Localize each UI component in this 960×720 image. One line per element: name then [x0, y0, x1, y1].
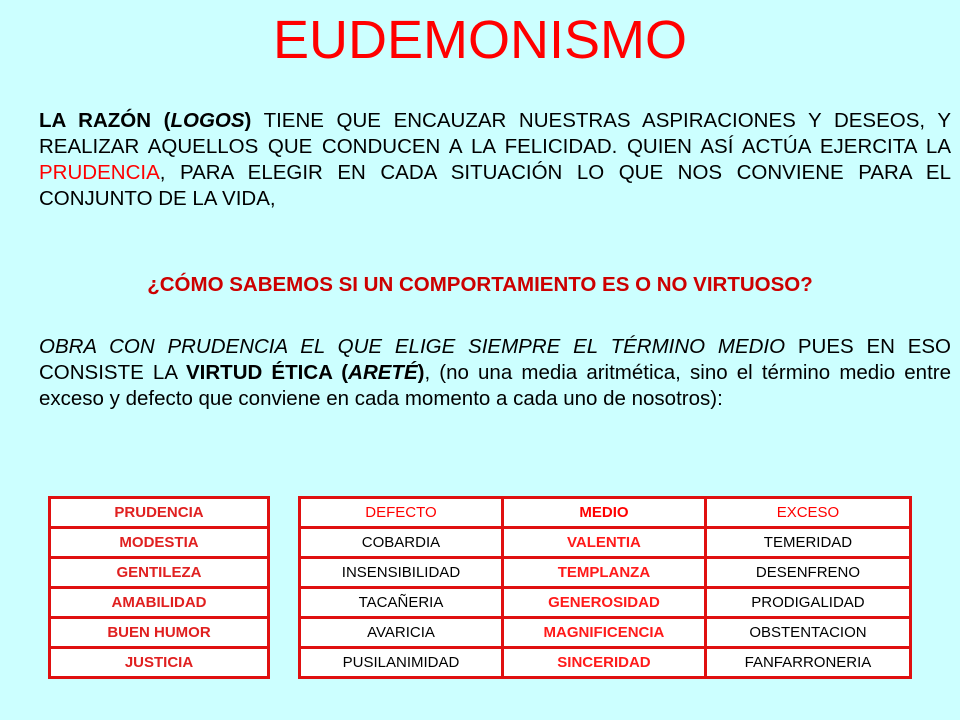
- defect-cell: AVARICIA: [300, 618, 503, 648]
- defect-cell: INSENSIBILIDAD: [300, 558, 503, 588]
- mean-cell: MAGNIFICENCIA: [502, 618, 705, 648]
- excess-cell: DESENFRENO: [705, 558, 910, 588]
- virtue-bold-close: ): [417, 361, 425, 384]
- header-defecto: DEFECTO: [300, 498, 503, 528]
- table-row: [300, 648, 911, 678]
- excess-cell: FANFARRONERIA: [705, 648, 910, 678]
- question-heading: ¿CÓMO SABEMOS SI UN COMPORTAMIENTO ES O NO VIRTUOSO?: [147, 273, 813, 296]
- virtue-bold: VIRTUD ÉTICA (: [186, 361, 349, 384]
- virtue-italic: OBRA CON PRUDENCIA EL QUE ELIGE SIEMPRE EL TÉRMINO MEDIO: [39, 335, 786, 358]
- virtue-paragraph: [39, 334, 951, 412]
- mean-cell: GENEROSIDAD: [502, 588, 705, 618]
- virtue-cell: MODESTIA: [50, 528, 269, 558]
- virtue-text-end: , (no una media aritmética, sino el término medio entre exceso y defecto que conviene en cada momento a cada uno de nosotros):: [39, 361, 952, 410]
- virtue-cell: AMABILIDAD: [50, 588, 269, 618]
- virtue-cell: JUSTICIA: [50, 648, 269, 678]
- header-exceso: EXCESO: [705, 498, 910, 528]
- table-row: [300, 558, 911, 588]
- virtue-cell: GENTILEZA: [50, 558, 269, 588]
- intro-bold-1: LA RAZÓN (: [39, 109, 171, 132]
- table-row: [50, 618, 269, 648]
- intro-text: TIENE QUE ENCAUZAR NUESTRAS ASPIRACIONES Y DESEOS, Y REALIZAR AQUELLOS QUE CONDUCEN A LA FELICIDAD. QUIEN ASÍ ACTÚA EJERCITA LA: [39, 109, 951, 158]
- excess-cell: OBSTENTACION: [705, 618, 910, 648]
- virtue-text: PUES EN ESO CONSISTE LA: [39, 335, 951, 384]
- defect-cell: COBARDIA: [300, 528, 503, 558]
- mean-cell: TEMPLANZA: [502, 558, 705, 588]
- table-row: [50, 528, 269, 558]
- table-row: [50, 498, 269, 528]
- intro-text-end: , PARA ELEGIR EN CADA SITUACIÓN LO QUE NOS CONVIENE PARA EL CONJUNTO DE LA VIDA,: [39, 161, 951, 210]
- table-row: [300, 588, 911, 618]
- mean-cell: SINCERIDAD: [502, 648, 705, 678]
- table-header-row: [300, 498, 911, 528]
- mean-table: [298, 496, 912, 679]
- table-row: [300, 618, 911, 648]
- virtue-cell: BUEN HUMOR: [50, 618, 269, 648]
- table-row: [50, 558, 269, 588]
- defect-cell: TACAÑERIA: [300, 588, 503, 618]
- page-title: EUDEMONISMO: [272, 10, 688, 70]
- mean-cell: VALENTIA: [502, 528, 705, 558]
- table-row: [50, 648, 269, 678]
- virtues-table: [48, 496, 270, 679]
- table-row: [300, 528, 911, 558]
- intro-prudencia: PRUDENCIA: [39, 161, 160, 184]
- virtue-cell: PRUDENCIA: [50, 498, 269, 528]
- virtue-arete: ARETÉ: [348, 361, 418, 384]
- intro-logos: LOGOS: [170, 109, 245, 132]
- intro-paragraph: [39, 108, 951, 212]
- header-medio: MEDIO: [502, 498, 705, 528]
- intro-bold-2: ): [244, 109, 252, 132]
- excess-cell: TEMERIDAD: [705, 528, 910, 558]
- excess-cell: PRODIGALIDAD: [705, 588, 910, 618]
- defect-cell: PUSILANIMIDAD: [300, 648, 503, 678]
- table-row: [50, 588, 269, 618]
